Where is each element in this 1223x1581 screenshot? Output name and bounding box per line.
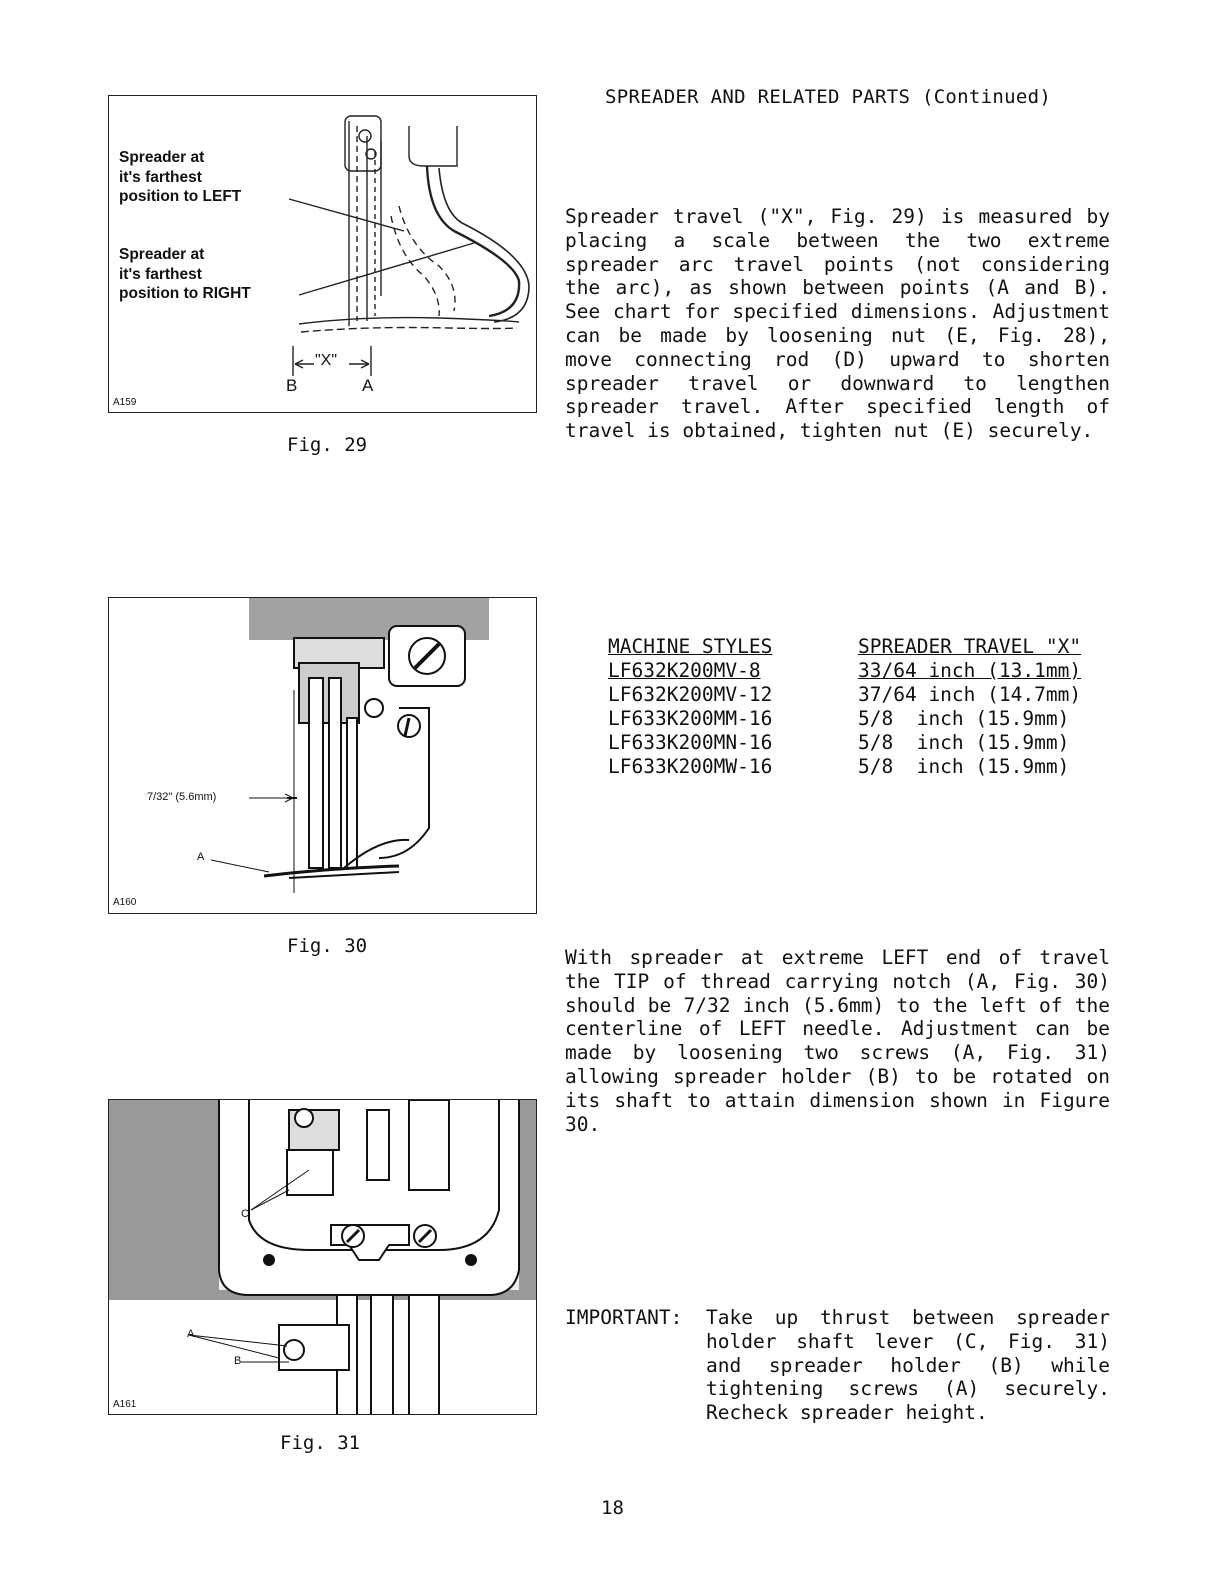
figure-30-photo xyxy=(109,598,536,913)
fig29-right-label-line1: Spreader at xyxy=(119,246,205,263)
fig29-left-label-line2: it's farthest xyxy=(119,168,202,186)
important-text: Take up thrust between spreader holder shaft lever (C, Fig. 31) and spreader holder (B) while tightening screws (A) securely. Recheck spreader height. xyxy=(706,1306,1110,1425)
col-machine-styles: MACHINE STYLES xyxy=(608,635,773,658)
fig29-code: A159 xyxy=(113,397,137,408)
paragraph-spreader-position: With spreader at extreme LEFT end of travel the TIP of thread carrying notch (A, Fig. 30) should be 7/32 inch (5.6mm) to the left of the centerline of LEFT needle. Adjustment can be made by loosening two screws (A, Fig. 31) allowing spreader holder (B) to be rotated on its shaft to attain dimension shown in Figure 30. xyxy=(565,946,1110,1136)
figure-31 xyxy=(108,1099,537,1415)
fig30-dimension-label: 7/32" (5.6mm) xyxy=(147,791,217,803)
page-number: 18 xyxy=(601,1497,624,1519)
table-row xyxy=(608,659,1081,683)
table-row xyxy=(608,755,1081,779)
figure-31-photo xyxy=(109,1100,536,1414)
important-label: IMPORTANT: xyxy=(565,1306,683,1329)
section-heading: SPREADER AND RELATED PARTS (Continued) xyxy=(605,86,1052,108)
fig29-point-a: A xyxy=(362,376,374,395)
spreader-travel-table xyxy=(608,635,1081,779)
fig31-code: A161 xyxy=(113,1399,137,1410)
fig29-point-b: B xyxy=(286,376,298,395)
fig29-right-label-line2: it's farthest xyxy=(119,265,202,283)
cell-machine-style: LF633K200MM-16 xyxy=(608,707,773,730)
fig29-x-label: "X" xyxy=(315,352,338,369)
paragraph-spreader-travel: Spreader travel ("X", Fig. 29) is measured by placing a scale between the two extreme spreader arc travel points (not considering the arc), as shown between points (A and B). See chart for specified dimensions. Adjustment can be made by loosening nut (E, Fig. 28), move connecting rod (D) upward to shorten spreader travel or downward to lengthen spreader travel. After specified length of travel is obtained, tighten nut (E) securely. xyxy=(565,205,1110,443)
cell-machine-style: LF632K200MV-8 xyxy=(608,659,761,682)
cell-travel: 5/8 inch (15.9mm) xyxy=(858,731,1070,754)
cell-travel: 33/64 inch (13.1mm) xyxy=(858,659,1082,682)
fig29-caption: Fig. 29 xyxy=(287,434,368,456)
table-row xyxy=(608,731,1081,755)
fig30-point-a: A xyxy=(197,851,205,863)
table-row xyxy=(608,683,1081,707)
fig31-caption: Fig. 31 xyxy=(280,1432,361,1454)
cell-machine-style: LF633K200MN-16 xyxy=(608,731,773,754)
fig30-caption: Fig. 30 xyxy=(287,935,368,957)
fig31-point-a: A xyxy=(187,1328,195,1340)
cell-machine-style: LF633K200MW-16 xyxy=(608,755,773,778)
col-spreader-travel: SPREADER TRAVEL "X" xyxy=(858,635,1082,658)
figure-30 xyxy=(108,597,537,914)
cell-travel: 5/8 inch (15.9mm) xyxy=(858,707,1070,730)
table-header-row xyxy=(608,635,1081,659)
cell-travel: 5/8 inch (15.9mm) xyxy=(858,755,1070,778)
fig29-left-label-line3: position to LEFT xyxy=(119,188,242,205)
cell-travel: 37/64 inch (14.7mm) xyxy=(858,683,1082,706)
cell-machine-style: LF632K200MV-12 xyxy=(608,683,773,706)
fig31-point-c: C xyxy=(241,1208,249,1220)
figure-29 xyxy=(108,95,537,413)
fig30-code: A160 xyxy=(113,897,137,908)
fig29-right-label-line3: position to RIGHT xyxy=(119,285,251,302)
fig29-left-label-line1: Spreader at xyxy=(119,149,205,166)
fig31-point-b: B xyxy=(234,1355,242,1367)
table-row xyxy=(608,707,1081,731)
